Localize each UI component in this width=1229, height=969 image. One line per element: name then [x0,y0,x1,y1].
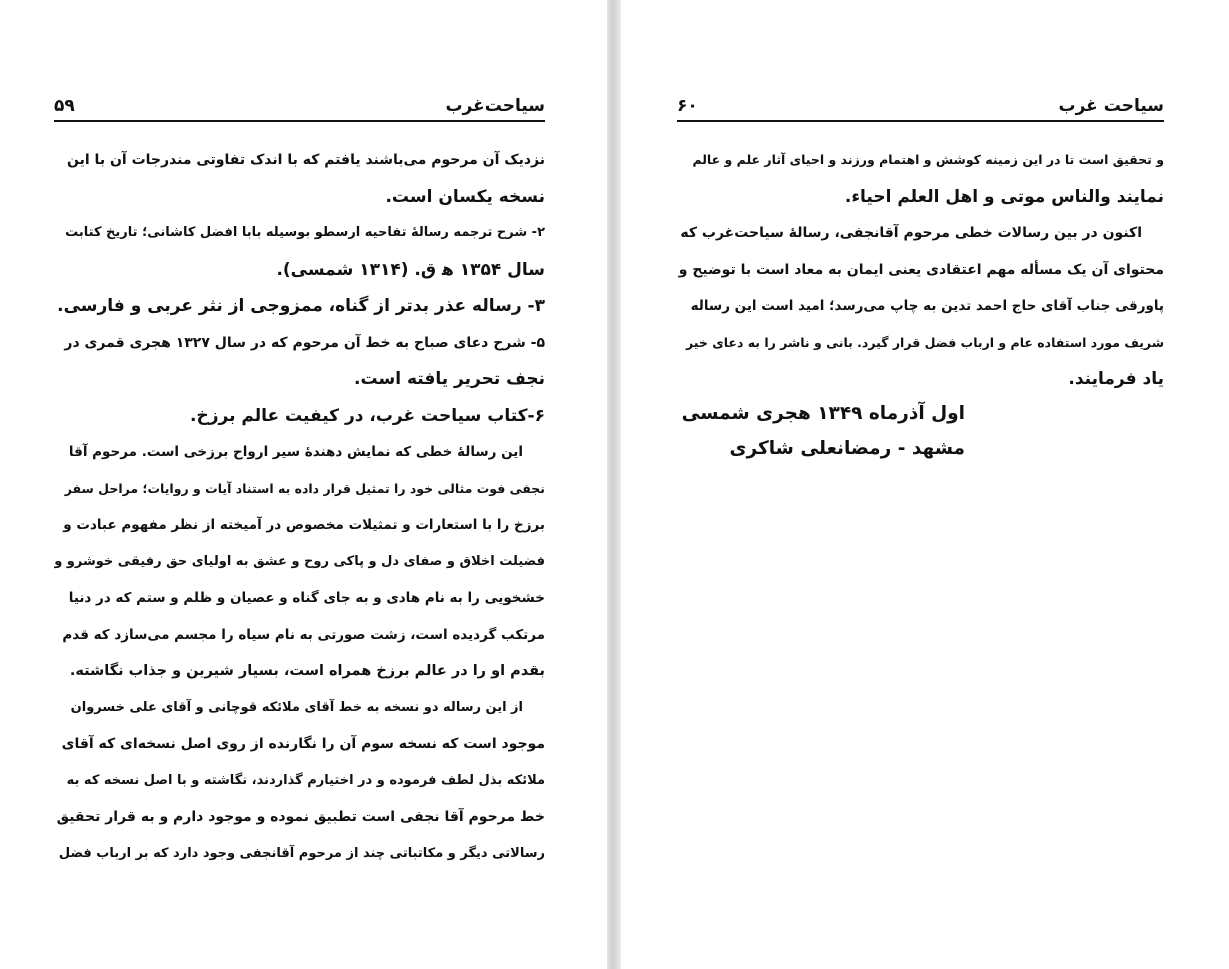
right-body-text [677,142,1164,398]
text-line: شریف مورد استفاده عام و ارباب فضل قرار گیرد. بانی و ناشر را به دعای خیر [686,334,1164,350]
text-line: ملائکه بذل لطف فرموده و در اختیارم گذاردند، نگاشته و با اصل نسخه که به [66,772,545,788]
text-line: نجف تحریر یافته است. [354,369,545,389]
right-header-title: سیاحت غرب [1058,96,1164,116]
text-line: برزخ را با استعارات و تمثیلات مخصوص در آمیخته از نظر مفهوم عبادت و [63,517,545,533]
text-line: خط مرحوم آقا نجفی است تطبیق نموده و موجود دارم و به قرار تحقیق [56,809,545,825]
text-line: از این رساله دو نسخه به خط آقای ملائکه قوچانی و آقای علی خسروان [70,699,523,715]
text-line: محتوای آن یک مسأله مهم اعتقادی یعنی ایمان به معاد است با توضیح و [678,261,1164,278]
right-page [621,0,1229,969]
text-line: ۶-کتاب سیاحت غرب، در کیفیت عالم برزخ. [190,405,545,426]
right-running-head [677,94,1164,122]
text-line: فضیلت اخلاق و صفای دل و پاکی روح و عشق به اولیای حق رفیقی خوشرو و [54,553,545,569]
text-line: نسخه یکسان است. [385,186,545,207]
text-line: موجود است که نسخه سوم آن را نگارنده از روی اصل نسخه‌ای که آقای [61,736,545,752]
book-gutter [607,0,621,969]
right-page-number: ۶۰ [677,96,698,116]
signature-author: مشهد - رمضانعلی شاکری [729,438,965,459]
text-line: اکنون در بین رسالات خطی مرحوم آقانجفی، رسالهٔ سیاحت‌غرب که [680,225,1142,241]
text-line: و تحقیق است تا در این زمینه کوشش و اهتمام ورزند و احیای آثار علم و عالم [692,152,1164,167]
text-line: این رسالهٔ خطی که نمایش دهندهٔ سیر ارواح برزخی است. مرحوم آقا [68,444,523,460]
text-line: پاورقی جناب آقای حاج احمد تدین به چاپ می‌رسد؛ امید است این رساله [690,298,1164,314]
text-line: ۵- شرح دعای صباح به خط آن مرحوم که در سال ۱۳۲۷ هجری قمری در [64,334,545,351]
text-line: نزدیک آن مرحوم می‌باشند یافتم که با اندک تفاوتی مندرجات آن با این [67,152,545,168]
text-line: ۲- شرح ترجمه رسالهٔ تفاحیه ارسطو بوسیله بابا افضل کاشانی؛ تاریخ کتابت [65,225,545,240]
text-line: رسالاتی دیگر و مکاتباتی چند از مرحوم آقانجفی وجود دارد که بر ارباب فضل [58,845,545,861]
left-page [0,0,607,969]
text-line: نمایند والناس موتی و اهل العلم احیاء. [844,186,1164,207]
left-header-title: سیاحت‌غرب [445,96,545,116]
text-line: مرتکب گردیده است، زشت صورتی به نام سیاه را مجسم می‌سازد که قدم [62,626,545,643]
left-body-text [54,142,545,872]
text-line: خشخویی را به نام هادی و به جای گناه و عصیان و ظلم و ستم که در دنیا [68,590,545,606]
signature-date: اول آذرماه ۱۳۴۹ هجری شمسی [681,403,965,424]
text-line: سال ۱۳۵۴ ه‍ ق. (۱۳۱۴ شمسی). [276,259,545,280]
text-line: بقدم او را در عالم برزخ همراه است، بسیار شیرین و جذاب نگاشته. [69,663,545,679]
text-line: ۳- رساله عذر بدتر از گناه، ممزوجی از نثر عربی و فارسی. [57,296,545,316]
text-line: نجفی فوت مثالی خود را تمثیل قرار داده به استناد آیات و روایات؛ مراحل سفر [64,480,545,496]
left-page-number: ۵۹ [54,96,75,116]
left-running-head [54,94,545,122]
signature-block [681,396,965,466]
text-line: یاد فرمایند. [1068,369,1164,389]
